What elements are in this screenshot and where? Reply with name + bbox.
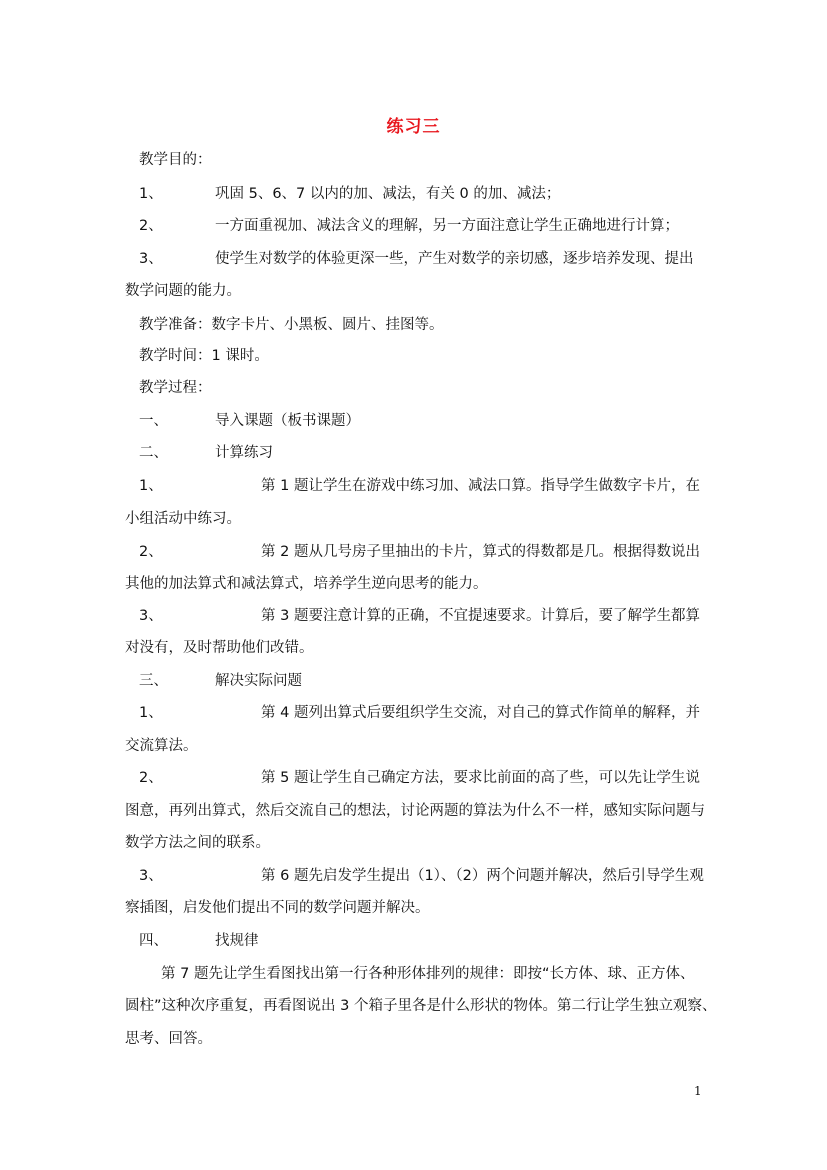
teaching-preparation: 教学准备：数字卡片、小黑板、圆片、挂图等。 (139, 317, 444, 333)
s2-item-3-number: 3、 (139, 608, 163, 624)
goal-1-number: 1、 (139, 186, 163, 202)
process-heading: 教学过程： (139, 380, 212, 396)
section-1-number: 一、 (139, 413, 168, 429)
s3-item-1-continuation: 交流算法。 (125, 738, 198, 754)
teaching-time: 教学时间：1 课时。 (139, 348, 269, 364)
s4-paragraph-line-1: 第 7 题先让学生看图找出第一行各种形体排列的规律：即按“长方体、球、正方体、 (161, 966, 695, 982)
s3-item-1-text: 第 4 题列出算式后要组织学生交流，对自己的算式作简单的解释，并 (261, 705, 700, 721)
section-2-number: 二、 (139, 445, 168, 461)
s2-item-3-text: 第 3 题要注意计算的正确，不宜提速要求。计算后，要了解学生都算 (261, 608, 700, 624)
s3-item-3-text: 第 6 题先启发学生提出（1）、（2）两个问题并解决，然后引导学生观 (261, 868, 704, 884)
section-3-number: 三、 (139, 673, 168, 689)
s3-item-2-continuation: 图意，再列出算式，然后交流自己的想法，讨论两题的算法为什么不一样，感知实际问题与 (125, 803, 705, 819)
goal-3-number: 3、 (139, 251, 163, 267)
s2-item-3-continuation: 对没有，及时帮助他们改错。 (125, 640, 314, 656)
goal-3-text: 使学生对数学的体验更深一些，产生对数学的亲切感，逐步培养发现、提出 (215, 251, 694, 267)
s3-item-2-text: 第 5 题让学生自己确定方法，要求比前面的高了些，可以先让学生说 (261, 770, 700, 786)
s2-item-1-continuation: 小组活动中练习。 (125, 511, 241, 527)
section-2-title: 计算练习 (215, 445, 273, 461)
goal-2-number: 2、 (139, 218, 163, 234)
s3-item-2-number: 2、 (139, 770, 163, 786)
s4-paragraph-line-2: 圆柱”这种次序重复，再看图说出 3 个箱子里各是什么形状的物体。第二行让学生独立观察、 (125, 998, 717, 1014)
s3-item-2-continuation-2: 数学方法之间的联系。 (125, 835, 270, 851)
s2-item-1-text: 第 1 题让学生在游戏中练习加、减法口算。指导学生做数字卡片，在 (261, 478, 700, 494)
s2-item-2-number: 2、 (139, 544, 163, 560)
s4-paragraph-line-3: 思考、回答。 (125, 1031, 212, 1047)
goal-3-continuation: 数学问题的能力。 (125, 283, 241, 299)
goal-1-text: 巩固 5、6、7 以内的加、减法，有关 0 的加、减法； (215, 186, 561, 202)
goal-2-text: 一方面重视加、减法含义的理解，另一方面注意让学生正确地进行计算； (215, 218, 679, 234)
s2-item-1-number: 1、 (139, 478, 163, 494)
section-1-title: 导入课题（板书课题） (215, 413, 360, 429)
s2-item-2-continuation: 其他的加法算式和减法算式，培养学生逆向思考的能力。 (125, 576, 488, 592)
goals-heading: 教学目的： (139, 152, 212, 168)
s3-item-3-continuation: 察插图，启发他们提出不同的数学问题并解决。 (125, 900, 430, 916)
s3-item-1-number: 1、 (139, 705, 163, 721)
s3-item-3-number: 3、 (139, 868, 163, 884)
document-title: 练习三 (386, 117, 441, 137)
section-4-number: 四、 (139, 933, 168, 949)
page-number: 1 (694, 1084, 702, 1098)
section-3-title: 解决实际问题 (215, 673, 302, 689)
section-4-title: 找规律 (215, 933, 259, 949)
s2-item-2-text: 第 2 题从几号房子里抽出的卡片，算式的得数都是几。根据得数说出 (261, 544, 700, 560)
